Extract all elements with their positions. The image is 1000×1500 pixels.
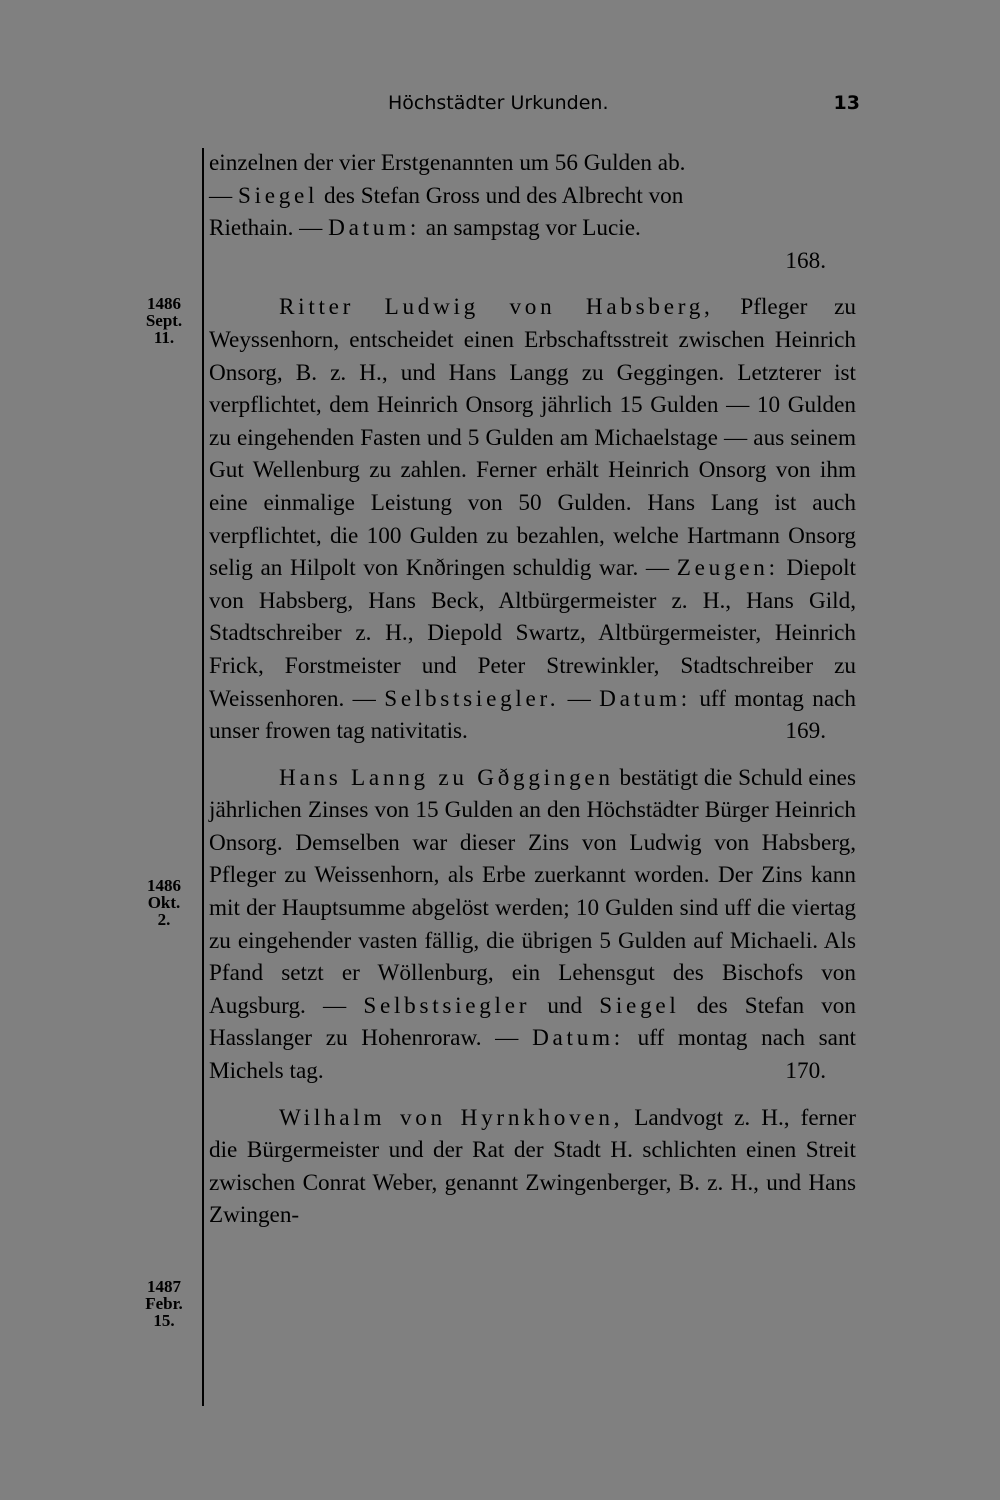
margin-date-day: 11.	[153, 328, 175, 347]
text-run: Landvogt z. H., ferner die Bürgermeister und der Rat der Stadt H. schlichten einen Streit zwischen Conrat Weber, genannt Zwingenberger, B. z. H., und Hans Zwingen-	[209, 1104, 856, 1229]
running-title: Höchstädter Urkunden.	[388, 92, 609, 114]
spaced-name: Hans Lanng zu Gðggingen	[279, 764, 614, 791]
spaced-name: Ritter Ludwig von Habsberg,	[279, 294, 714, 321]
text-run: des Stefan von Hasslanger zu Hohenroraw. —	[209, 992, 856, 1052]
spaced-term: Datum:	[532, 1025, 624, 1052]
margin-date-month: Febr.	[145, 1294, 183, 1313]
spaced-term: Datum:	[328, 215, 420, 242]
spaced-term: Datum:	[599, 685, 691, 712]
spaced-term: Siegel	[237, 182, 319, 209]
margin-date-day: 2.	[157, 910, 171, 929]
text-run: —	[209, 182, 238, 209]
spaced-term: Zeugen:	[676, 555, 779, 582]
entry-number: 170.	[785, 1058, 826, 1085]
margin-date-month: Okt.	[147, 893, 181, 912]
text-line: einzelnen der vier Erstgenannten um 56 Gulden ab.	[209, 150, 686, 176]
margin-rule	[202, 148, 204, 1406]
entry-number: 169.	[785, 718, 826, 745]
margin-date-year: 1487	[147, 1277, 181, 1296]
margin-date-month: Sept.	[145, 311, 183, 330]
document-body	[209, 147, 856, 1232]
entry-169	[209, 762, 856, 1088]
running-header	[200, 92, 860, 124]
text-run: Riethain. —	[209, 215, 329, 242]
entry-170	[209, 1102, 856, 1232]
entry-168	[209, 291, 856, 747]
margin-date-2	[130, 877, 198, 928]
text-run: an sampstag vor Lucie.	[419, 215, 641, 242]
spaced-term: Selbstsiegler.	[384, 685, 560, 712]
text-run: bestätigt die Schuld eines jährlichen Zinses von 15 Gulden an den Höchstädter Bürger Heinrich Onsorg. Demselben war dieser Zins von Ludwig von Habsberg, Pfleger zu Weissenhorn, als Erbe zuerkannt worden. Der Zins kann mit der Hauptsumme abgelöst werden; 10 Gulden sind uff die viertag zu eingehender vasten fällig, die übrigen 5 Gulden auf Michaeli. Als Pfand setzt er Wöllenburg, ein Lehensgut des Bischofs von Augsburg. —	[209, 764, 856, 1019]
text-run: und	[530, 992, 600, 1019]
margin-date-1	[130, 295, 198, 346]
text-run: uff montag nach sant Michels tag.	[209, 1025, 856, 1085]
text-run: —	[559, 685, 600, 712]
margin-date-year: 1486	[147, 294, 181, 313]
spaced-name: Wilhalm von Hyrnkhoven,	[279, 1104, 624, 1131]
margin-date-year: 1486	[147, 876, 181, 895]
entry-number: 168.	[785, 247, 826, 274]
text-run: des Stefan Gross und des Albrecht von	[318, 182, 684, 209]
text-run: uff montag nach unser frowen tag nativitatis.	[209, 685, 856, 745]
text-run: Diepolt von Habsberg, Hans Beck, Altbürgermeister z. H., Hans Gild, Stadtschreiber z. H., Diepold Swartz, Altbürgermeister, Heinrich Frick, Forstmeister und Peter Strewinkler, Stadtschreiber zu Weissenhoren. —	[209, 555, 856, 712]
page-number: 13	[833, 92, 860, 114]
spaced-term: Selbstsiegler	[363, 992, 531, 1019]
margin-date-3	[130, 1278, 198, 1329]
entry-167-tail	[209, 147, 856, 277]
text-run: Pfleger zu Weyssenhorn, entscheidet einen Erbschaftsstreit zwischen Heinrich Onsorg, B. z. H., und Hans Langg zu Geggingen. Letzterer ist verpflichtet, dem Heinrich Onsorg jährlich 15 Gulden — 10 Gulden zu eingehenden Fasten und 5 Gulden am Michaelstage — aus seinem Gut Wellenburg zu zahlen. Ferner erhält Heinrich Onsorg von ihm eine einmalige Leistung von 50 Gulden. Hans Lang ist auch verpflichtet, die 100 Gulden zu bezahlen, welche Hartmann Onsorg selig an Hilpolt von Knðringen schuldig war. —	[209, 294, 856, 582]
margin-date-day: 15.	[153, 1311, 175, 1330]
text-line	[209, 180, 856, 213]
spaced-term: Siegel	[599, 992, 680, 1019]
text-line	[209, 212, 856, 245]
